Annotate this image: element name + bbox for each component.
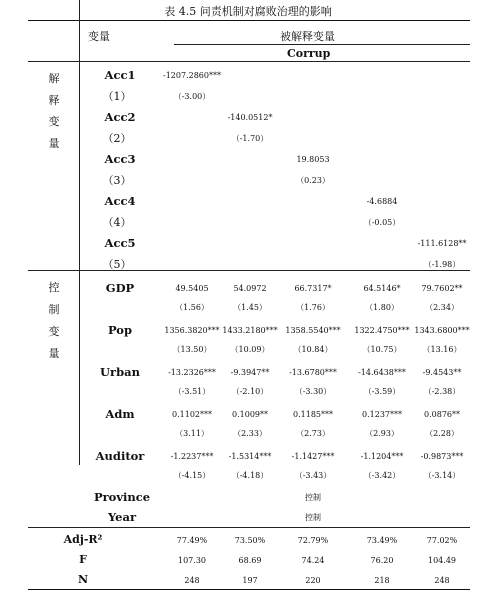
t-cell: （-0.05） [363,218,401,227]
coef-cell: -1.1427*** [291,452,335,461]
coef-cell: -140.0512* [227,113,273,122]
stat-cell: 248 [434,576,450,585]
row-label-adm: Adm [105,407,135,421]
coef-cell: -111.6128** [417,239,467,248]
t-cell: （0.23） [296,176,330,185]
stat-cell: 73.49% [366,536,398,545]
stat-cell: 218 [374,576,390,585]
t-cell: （-3.30） [294,387,332,396]
t-cell: （13.16） [422,345,462,354]
t-cell: （2.34） [425,303,459,312]
row-index: （5） [102,258,132,271]
stats-rule [28,527,470,528]
t-cell: （-4.18） [231,471,269,480]
stat-cell: 248 [184,576,200,585]
control-indicator: 控制 [305,493,321,502]
t-cell: （10.09） [230,345,270,354]
coef-cell: -1.5314*** [228,452,272,461]
coef-cell: 0.1237*** [362,410,402,419]
variable-header: 变量 [88,30,110,43]
coef-cell: -13.2326*** [168,368,216,377]
coef-cell: -13.6780*** [289,368,337,377]
t-cell: （2.33） [233,429,267,438]
coef-cell: 79.7602** [421,284,463,293]
stat-cell: 107.30 [178,556,206,565]
dependent-var-name: Corrup [287,47,331,60]
stat-label: N [77,573,89,586]
t-cell: （1.45） [233,303,267,312]
stat-cell: 73.50% [234,536,266,545]
t-cell: （-3.00） [173,92,211,101]
row-label-auditor: Auditor [95,449,145,463]
explanatory-group-label: 变 [48,115,60,128]
stat-label: F [79,553,87,566]
row-index: （4） [102,216,132,229]
header-rule [28,61,470,62]
row-label-acc3: Acc3 [104,152,136,166]
coef-cell: -0.9873*** [420,452,464,461]
stat-cell: 77.02% [426,536,458,545]
t-cell: （-2.38） [423,387,461,396]
control-indicator: 控制 [305,513,321,522]
coef-cell: 0.1102*** [172,410,212,419]
coef-cell: 1356.3820*** [164,326,220,335]
t-cell: （-1.98） [423,260,461,269]
row-label-acc4: Acc4 [104,194,136,208]
row-label-province: Province [93,490,151,504]
t-cell: （1.76） [296,303,330,312]
t-cell: （-3.59） [363,387,401,396]
coef-cell: 0.1009** [232,410,268,419]
coef-cell: -9.4543** [422,368,462,377]
control-group-label: 制 [48,303,60,316]
t-cell: （2.93） [365,429,399,438]
coef-cell: 1433.2180*** [222,326,278,335]
dependent-var-rule [174,44,470,45]
t-cell: （1.56） [175,303,209,312]
t-cell: （10.75） [362,345,402,354]
control-group-label: 变 [48,325,60,338]
t-cell: （-4.15） [173,471,211,480]
row-label-pop: Pop [107,323,133,337]
stat-cell: 68.69 [238,556,262,565]
stat-cell: 76.20 [370,556,394,565]
row-label-year: Year [107,510,137,524]
coef-cell: 1322.4750*** [354,326,410,335]
row-label-urban: Urban [100,365,140,379]
coef-cell: -9.3947** [230,368,270,377]
t-cell: （2.73） [296,429,330,438]
coef-cell: 1358.5540*** [285,326,341,335]
explanatory-group-label: 解 [48,72,60,85]
coef-cell: 0.0876** [424,410,460,419]
t-cell: （1.80） [365,303,399,312]
t-cell: （-3.43） [294,471,332,480]
stat-label: Adj-R² [63,533,103,546]
top-rule [28,20,470,21]
control-group-label: 量 [48,347,60,360]
group-divider [79,0,80,465]
coef-cell: 19.8053 [296,155,330,164]
row-index: （1） [102,90,132,103]
coef-cell: -14.6438*** [358,368,406,377]
control-group-label: 控 [48,281,60,294]
t-cell: （-1.70） [231,134,269,143]
explanatory-group-label: 量 [48,137,60,150]
stat-cell: 220 [305,576,321,585]
row-index: （2） [102,132,132,145]
table-caption: 表 4.5 问责机制对腐败治理的影响 [164,5,332,18]
t-cell: （13.50） [172,345,212,354]
t-cell: （10.84） [293,345,333,354]
coef-cell: -1.1204*** [360,452,404,461]
stat-cell: 197 [242,576,258,585]
coef-cell: 0.1185*** [293,410,333,419]
coef-cell: 1343.6800*** [414,326,470,335]
coef-cell: -1.2237*** [170,452,214,461]
row-label-acc5: Acc5 [104,236,136,250]
t-cell: （-2.10） [231,387,269,396]
stat-cell: 72.79% [297,536,329,545]
t-cell: （2.28） [425,429,459,438]
t-cell: （-3.51） [173,387,211,396]
coef-cell: -4.6884 [366,197,398,206]
stat-cell: 104.49 [428,556,456,565]
row-label-acc2: Acc2 [104,110,136,124]
coef-cell: 54.0972 [233,284,267,293]
stat-cell: 77.49% [176,536,208,545]
coef-cell: 66.7317* [294,284,332,293]
t-cell: （-3.42） [363,471,401,480]
coef-cell: -1207.2860*** [163,71,221,80]
coef-cell: 49.5405 [175,284,209,293]
row-index: （3） [102,174,132,187]
dependent-header: 被解释变量 [280,30,335,43]
row-label-acc1: Acc1 [104,68,136,82]
coef-cell: 64.5146* [363,284,401,293]
bottom-rule [28,589,470,590]
explanatory-group-label: 释 [48,94,60,107]
t-cell: （-3.14） [423,471,461,480]
t-cell: （3.11） [175,429,209,438]
stat-cell: 74.24 [301,556,325,565]
row-label-gdp: GDP [105,281,135,295]
